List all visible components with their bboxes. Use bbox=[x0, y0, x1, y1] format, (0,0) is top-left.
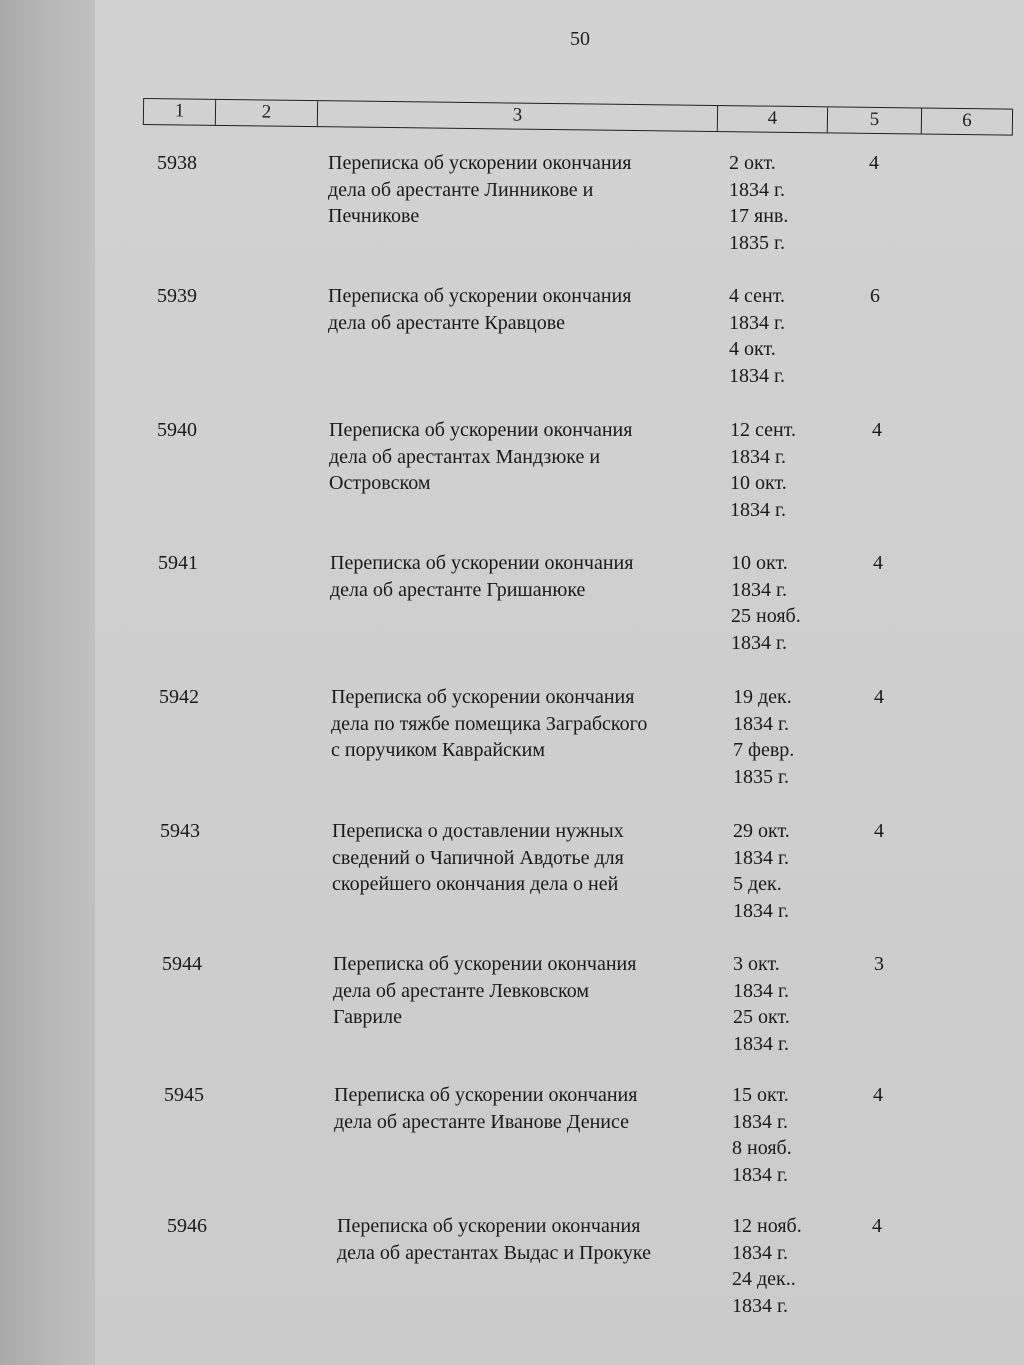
date-line: 19 дек. bbox=[733, 686, 792, 708]
description-line: Переписка об ускорении окончания bbox=[328, 285, 632, 307]
record-number: 5942 bbox=[159, 686, 199, 708]
date-line: 12 нояб. bbox=[732, 1215, 802, 1237]
record-description bbox=[334, 1082, 714, 1135]
date-line: 15 окт. bbox=[732, 1084, 789, 1106]
record-number: 5946 bbox=[167, 1215, 207, 1237]
record-description bbox=[328, 150, 708, 230]
date-line: 1834 г. bbox=[731, 631, 787, 654]
date-line: 1834 г. bbox=[729, 178, 785, 201]
date-line: 1834 г. bbox=[733, 712, 789, 735]
column-header-5: 5 bbox=[828, 107, 922, 133]
record-description bbox=[333, 951, 713, 1031]
page-number: 50 bbox=[570, 28, 590, 50]
column-header-4: 4 bbox=[718, 106, 828, 132]
record-number: 5941 bbox=[158, 552, 198, 574]
record-description bbox=[331, 684, 711, 764]
date-line: 10 окт. bbox=[730, 472, 787, 494]
description-line: дела об арестантах Выдас и Прокуке bbox=[337, 1241, 652, 1264]
record-number: 5945 bbox=[164, 1084, 204, 1106]
date-line: 17 янв. bbox=[729, 205, 789, 227]
date-line: 1834 г. bbox=[732, 1110, 788, 1133]
date-line: 25 нояб. bbox=[731, 605, 801, 627]
record-sheet-count: 4 bbox=[874, 820, 884, 842]
record-description bbox=[330, 550, 710, 603]
record-number: 5944 bbox=[162, 953, 202, 975]
record-description bbox=[329, 417, 709, 497]
description-line: Переписка об ускорении окончания bbox=[331, 686, 635, 708]
date-line: 12 сент. bbox=[730, 419, 796, 441]
date-line: 2 окт. bbox=[729, 152, 776, 174]
facing-page-margin bbox=[0, 0, 110, 1365]
column-header-3: 3 bbox=[318, 101, 718, 131]
description-line: Гавриле bbox=[333, 1006, 402, 1028]
description-line: Переписка об ускорении окончания bbox=[328, 152, 632, 174]
description-line: Печникове bbox=[328, 205, 420, 227]
date-line: 1835 г. bbox=[729, 231, 785, 254]
description-line: Островском bbox=[329, 472, 431, 494]
date-line: 1834 г. bbox=[732, 1294, 788, 1317]
record-dates bbox=[729, 283, 849, 389]
record-dates bbox=[733, 951, 853, 1057]
date-line: 1834 г. bbox=[733, 899, 789, 922]
date-line: 1834 г. bbox=[733, 1032, 789, 1055]
date-line: 4 окт. bbox=[729, 338, 776, 360]
description-line: с поручиком Каврайским bbox=[331, 739, 545, 761]
column-header-1: 1 bbox=[144, 99, 216, 125]
description-line: скорейшего окончания дела о ней bbox=[332, 873, 619, 895]
record-dates bbox=[730, 417, 850, 523]
column-header-6: 6 bbox=[962, 110, 972, 132]
description-line: Переписка об ускорении окончания bbox=[334, 1084, 638, 1106]
record-sheet-count: 3 bbox=[874, 953, 884, 975]
description-line: Переписка об ускорении окончания bbox=[329, 419, 633, 441]
date-line: 1834 г. bbox=[732, 1241, 788, 1264]
record-dates bbox=[733, 818, 853, 924]
date-line: 1834 г. bbox=[729, 311, 785, 334]
record-description bbox=[332, 818, 712, 898]
date-line: 3 окт. bbox=[733, 953, 780, 975]
record-dates bbox=[732, 1082, 852, 1188]
record-sheet-count: 4 bbox=[872, 419, 882, 441]
date-line: 4 сент. bbox=[729, 285, 785, 307]
date-line: 29 окт. bbox=[733, 820, 790, 842]
date-line: 8 нояб. bbox=[732, 1137, 792, 1159]
record-sheet-count: 4 bbox=[872, 1215, 882, 1237]
date-line: 1834 г. bbox=[729, 364, 785, 387]
record-description bbox=[337, 1213, 717, 1266]
date-line: 24 дек.. bbox=[732, 1268, 796, 1290]
record-dates bbox=[731, 550, 851, 656]
date-line: 5 дек. bbox=[733, 873, 782, 895]
description-line: Переписка о доставлении нужных bbox=[332, 820, 624, 842]
date-line: 1835 г. bbox=[733, 765, 789, 788]
description-line: дела об арестанте Кравцове bbox=[328, 311, 565, 334]
date-line: 1834 г. bbox=[733, 846, 789, 869]
record-number: 5943 bbox=[160, 820, 200, 842]
description-line: Переписка об ускорении окончания bbox=[333, 953, 637, 975]
description-line: Переписка об ускорении окончания bbox=[337, 1215, 641, 1237]
description-line: сведений о Чапичной Авдотье для bbox=[332, 846, 624, 869]
date-line: 1834 г. bbox=[731, 578, 787, 601]
record-dates bbox=[733, 684, 853, 790]
record-number: 5940 bbox=[157, 419, 197, 441]
date-line: 1834 г. bbox=[730, 498, 786, 521]
record-sheet-count: 4 bbox=[874, 686, 884, 708]
description-line: дела об арестанте Гришанюке bbox=[330, 578, 586, 601]
column-header-2: 2 bbox=[216, 100, 318, 126]
record-sheet-count: 6 bbox=[870, 285, 880, 307]
date-line: 25 окт. bbox=[733, 1006, 790, 1028]
date-line: 1834 г. bbox=[733, 979, 789, 1002]
record-sheet-count: 4 bbox=[873, 552, 883, 574]
record-number: 5939 bbox=[157, 285, 197, 307]
record-sheet-count: 4 bbox=[869, 152, 879, 174]
record-dates bbox=[729, 150, 849, 256]
date-line: 10 окт. bbox=[731, 552, 788, 574]
date-line: 1834 г. bbox=[730, 445, 786, 468]
description-line: Переписка об ускорении окончания bbox=[330, 552, 634, 574]
description-line: дела об арестанте Левковском bbox=[333, 979, 590, 1002]
record-description bbox=[328, 283, 708, 336]
record-dates bbox=[732, 1213, 852, 1319]
record-number: 5938 bbox=[157, 152, 197, 174]
record-sheet-count: 4 bbox=[873, 1084, 883, 1106]
description-line: дела об арестантах Мандзюке и bbox=[329, 445, 601, 468]
date-line: 7 февр. bbox=[733, 739, 795, 761]
description-line: дела об арестанте Линникове и bbox=[328, 178, 594, 201]
date-line: 1834 г. bbox=[732, 1163, 788, 1186]
description-line: дела об арестанте Иванове Денисе bbox=[334, 1110, 629, 1133]
description-line: дела по тяжбе помещика Заграбского bbox=[331, 712, 648, 735]
